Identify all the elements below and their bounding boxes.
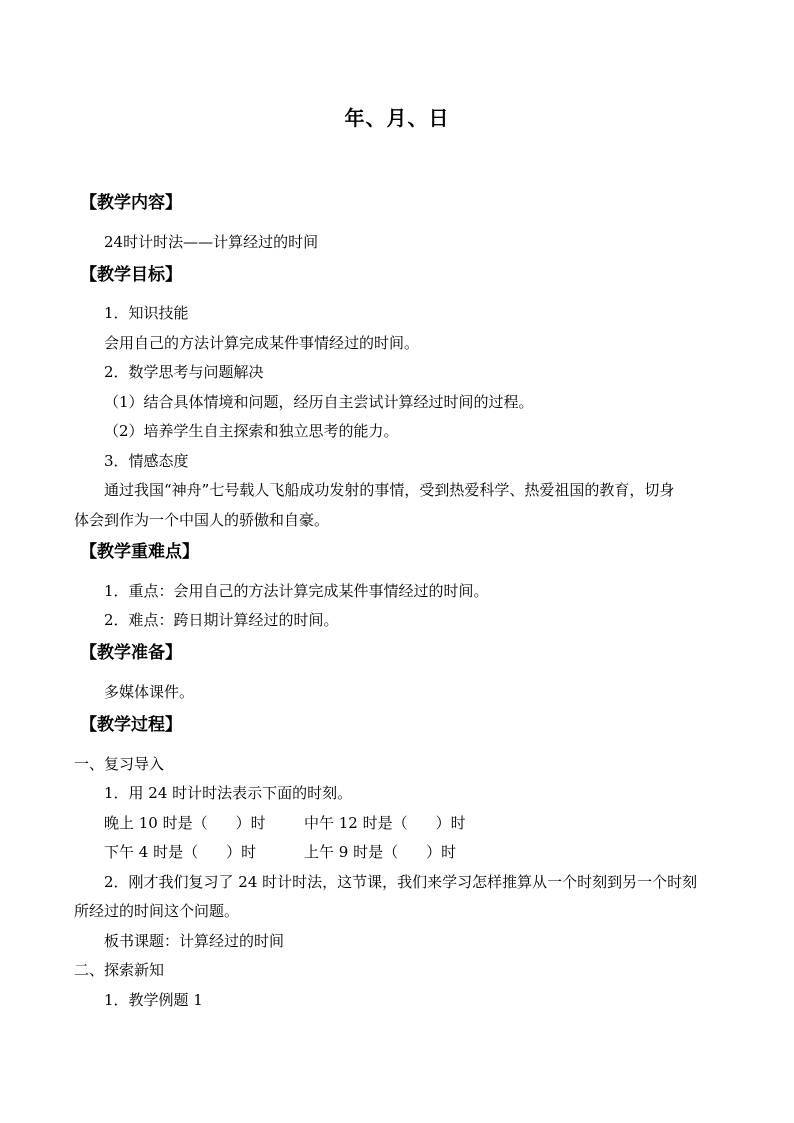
- goal-item-2: 2．数学思考与问题解决: [104, 363, 264, 381]
- key-point: 1．重点：会用自己的方法计算完成某件事情经过的时间。: [104, 582, 489, 600]
- section-1-item-1: 1．用 24 时计时法表示下面的时刻。: [104, 784, 353, 802]
- exercise-row-2: [104, 842, 256, 862]
- heading-preparation: 【教学准备】: [80, 643, 182, 663]
- goal-item-2-sub-1: （1）结合具体情境和问题，经历自主尝试计算经过时间的过程。: [104, 393, 534, 411]
- exercise-row-1-right: [304, 813, 466, 833]
- goal-item-3-text-cont: 体会到作为一个中国人的骄傲和自豪。: [74, 511, 330, 529]
- difficult-point: 2．难点：跨日期计算经过的时间。: [104, 611, 339, 629]
- preparation-text: 多媒体课件。: [104, 683, 195, 701]
- exercise-row-2-right: [304, 842, 456, 862]
- board-title: 板书课题：计算经过的时间: [104, 932, 285, 950]
- exercise-row-1: [104, 813, 266, 833]
- exercise-q3-suffix: ）时: [226, 843, 257, 861]
- content-line: 24时计时法——计算经过的时间: [104, 233, 319, 251]
- section-1-item-2: 2．刚才我们复习了 24 时计时法，这节课，我们来学习怎样推算从一个时刻到另一个时刻: [104, 873, 698, 891]
- heading-teaching-content: 【教学内容】: [80, 193, 182, 213]
- section-2-heading: 二、探索新知: [74, 961, 165, 979]
- exercise-q4-suffix: ）时: [426, 843, 457, 861]
- exercise-q1-prefix: 晚上 10 时是（: [104, 814, 208, 832]
- goal-item-1: 1．知识技能: [104, 304, 189, 322]
- exercise-q1-suffix: ）时: [235, 814, 266, 832]
- heading-key-points: 【教学重难点】: [80, 542, 199, 562]
- page-title: 年、月、日: [344, 106, 450, 130]
- exercise-q4-prefix: 上午 9 时是（: [304, 843, 399, 861]
- goal-item-3-text: 通过我国“神舟”七号载人飞船成功发射的事情，受到热爱科学、热爱祖国的教育，切身: [104, 481, 675, 499]
- goal-item-3: 3．情感态度: [104, 452, 189, 470]
- heading-teaching-goals: 【教学目标】: [80, 265, 182, 285]
- exercise-q2-prefix: 中午 12 时是（: [304, 814, 408, 832]
- section-1-heading: 一、复习导入: [74, 755, 165, 773]
- goal-item-1-text: 会用自己的方法计算完成某件事情经过的时间。: [104, 334, 420, 352]
- section-1-item-2-cont: 所经过的时间这个问题。: [74, 902, 240, 920]
- goal-item-2-sub-2: （2）培养学生自主探索和独立思考的能力。: [104, 422, 399, 440]
- exercise-q2-suffix: ）时: [435, 814, 466, 832]
- heading-teaching-process: 【教学过程】: [80, 715, 182, 735]
- exercise-q3-prefix: 下午 4 时是（: [104, 843, 199, 861]
- section-2-item-1: 1．教学例题 1: [104, 991, 203, 1009]
